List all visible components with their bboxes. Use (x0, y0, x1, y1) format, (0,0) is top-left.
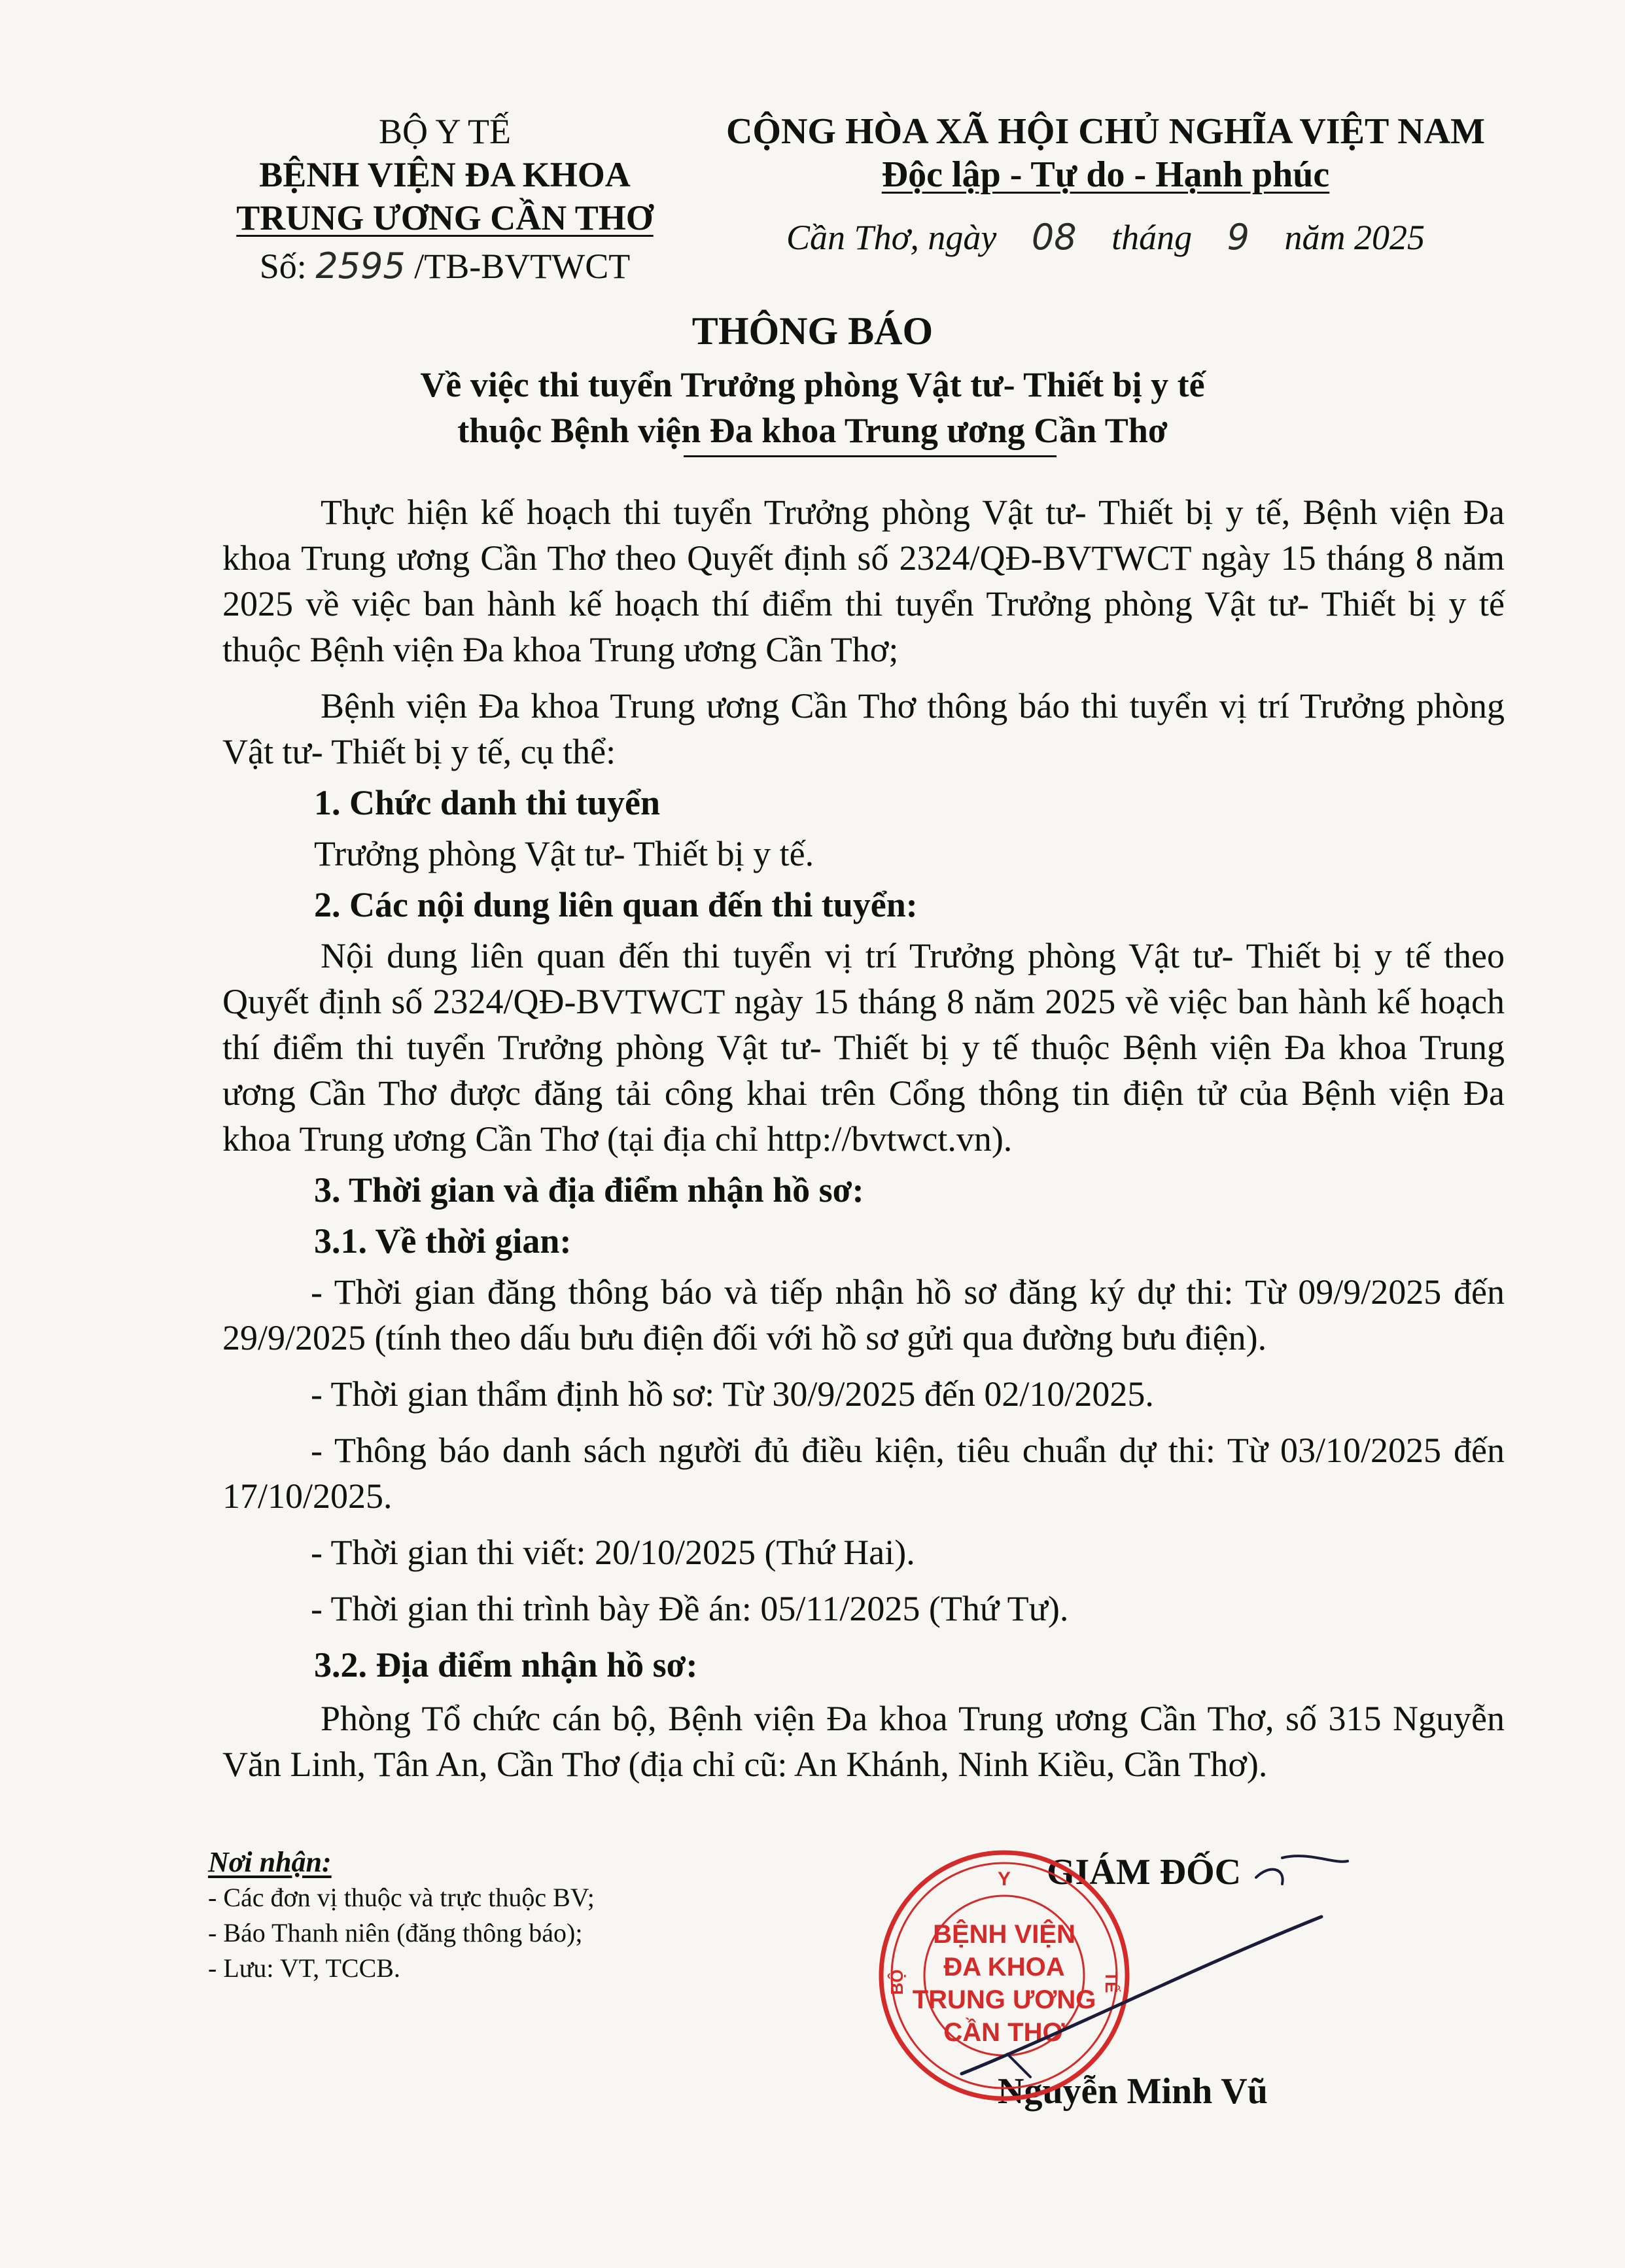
doc-no-suffix: /TB-BVTWCT (405, 247, 631, 286)
section-1-heading: 1. Chức danh thi tuyển (314, 783, 661, 822)
announce-paragraph: Bệnh viện Đa khoa Trung ương Cần Thơ thông báo thi tuyển vị trí Trưởng phòng Vật tư- Thiết bị y tế, cụ thể: (222, 686, 1505, 771)
recipient-item: - Lưu: VT, TCCB. (208, 1953, 400, 1983)
timeline-item: - Thời gian thi viết: 20/10/2025 (Thứ Hai). (311, 1533, 915, 1572)
handwritten-signature (916, 1838, 1374, 2113)
date-month: 9 (1227, 217, 1249, 258)
country-name: CỘNG HÒA XÃ HỘI CHỦ NGHĨA VIỆT NAM (725, 111, 1486, 152)
signer-title: GIÁM ĐỐC (1047, 1852, 1242, 1893)
seal-line-4: CẦN THƠ (943, 2018, 1065, 2047)
recipients-title: Nơi nhận: (208, 1846, 332, 1878)
hospital-name-line1: BỆNH VIỆN ĐA KHOA (259, 155, 631, 194)
document-number (196, 245, 693, 288)
issuer-block (196, 110, 693, 288)
seal-ring-right: TẾ (1102, 1971, 1121, 1993)
intro-paragraph: Thực hiện kế hoạch thi tuyển Trưởng phòng Vật tư- Thiết bị y tế, Bệnh viện Đa khoa Trung ương Cần Thơ theo Quyết định số 2324/QĐ-BVTWCT ngày 15 tháng 8 năm 2025 về việc ban hành kế hoạch thí điểm thi tuyển Trưởng phòng Vật tư- Thiết bị y tế thuộc Bệnh viện Đa khoa Trung ương Cần Thơ; (222, 493, 1505, 669)
subtitle-line2: thuộc Bệnh viện Đa khoa Trung ương Cần Thơ (457, 411, 1168, 450)
section-3-heading: 3. Thời gian và địa điểm nhận hồ sơ: (314, 1170, 864, 1210)
title-underline (684, 455, 1057, 457)
hospital-name-text: TRUNG ƯƠNG CẦN THƠ (236, 198, 654, 237)
seal-line-1: BỆNH VIỆN (933, 1920, 1075, 1949)
issue-date (680, 216, 1531, 259)
doc-no-prefix: Số: (259, 247, 316, 286)
seal-line-2: ĐA KHOA (943, 1953, 1065, 1981)
seal-ring-top: Y (997, 1868, 1011, 1890)
seal-ring-left: BỘ (887, 1969, 907, 1995)
timeline-item: - Thông báo danh sách người đủ điều kiện, tiêu chuẩn dự thi: Từ 03/10/2025 đến 17/10/2025. (222, 1431, 1505, 1516)
recipient-item: - Báo Thanh niên (đăng thông báo); (208, 1918, 583, 1947)
date-prefix: Cần Thơ, ngày (786, 218, 997, 257)
date-day: 08 (1031, 217, 1077, 258)
document-body (222, 489, 1505, 1787)
subtitle-line1: Về việc thi tuyển Trưởng phòng Vật tư- Thiết bị y tế (420, 365, 1205, 404)
doc-no-handwritten: 2595 (315, 245, 406, 287)
timeline-item: - Thời gian thi trình bày Đề án: 05/11/2025 (Thứ Tư). (311, 1589, 1069, 1628)
hospital-name-line2 (196, 196, 693, 239)
date-year: năm 2025 (1284, 218, 1425, 257)
section-2-text: Nội dung liên quan đến thi tuyển vị trí Trưởng phòng Vật tư- Thiết bị y tế theo Quyết định số 2324/QĐ-BVTWCT ngày 15 tháng 8 năm 2025 về việc ban hành kế hoạch thí điểm thi tuyển Trưởng phòng Vật tư- Thiết bị y tế thuộc Bệnh viện Đa khoa Trung ương Cần Thơ được đăng tải công khai trên Cổng thông tin điện tử của Bệnh viện Đa khoa Trung ương Cần Thơ (tại địa chỉ http://bvtwct.vn). (222, 936, 1505, 1159)
ministry-name: BỘ Y TẾ (379, 112, 511, 151)
timeline-item: - Thời gian thẩm định hồ sơ: Từ 30/9/2025 đến 02/10/2025. (311, 1374, 1154, 1414)
recipients-block (208, 1845, 595, 1986)
document-subtitle (0, 362, 1625, 453)
motto-text: Độc lập - Tự do - Hạnh phúc (881, 154, 1330, 195)
section-3-1-heading: 3.1. Về thời gian: (314, 1221, 572, 1261)
date-month-label: tháng (1111, 218, 1193, 257)
timeline-item: - Thời gian đăng thông báo và tiếp nhận hồ sơ đăng ký dự thi: Từ 09/9/2025 đến 29/9/2025 (tính theo dấu bưu điện đối với hồ sơ gửi qua đường bưu điện). (222, 1272, 1505, 1357)
motto (680, 153, 1531, 196)
section-3-2-text: Phòng Tổ chức cán bộ, Bệnh viện Đa khoa Trung ương Cần Thơ, số 315 Nguyễn Văn Linh, Tân An, Cần Thơ (địa chỉ cũ: An Khánh, Ninh Kiều, Cần Thơ). (222, 1699, 1505, 1784)
nation-block (680, 110, 1531, 259)
document-title: THÔNG BÁO (691, 309, 934, 353)
signer-name: Nguyễn Minh Vũ (998, 2071, 1268, 2112)
recipient-item: - Các đơn vị thuộc và trực thuộc BV; (208, 1883, 595, 1912)
section-1-text: Trưởng phòng Vật tư- Thiết bị y tế. (314, 834, 814, 873)
seal-line-3: TRUNG ƯƠNG (912, 1985, 1096, 2014)
section-3-2-heading: 3.2. Địa điểm nhận hồ sơ: (314, 1645, 698, 1684)
section-2-heading: 2. Các nội dung liên quan đến thi tuyển: (314, 885, 918, 924)
